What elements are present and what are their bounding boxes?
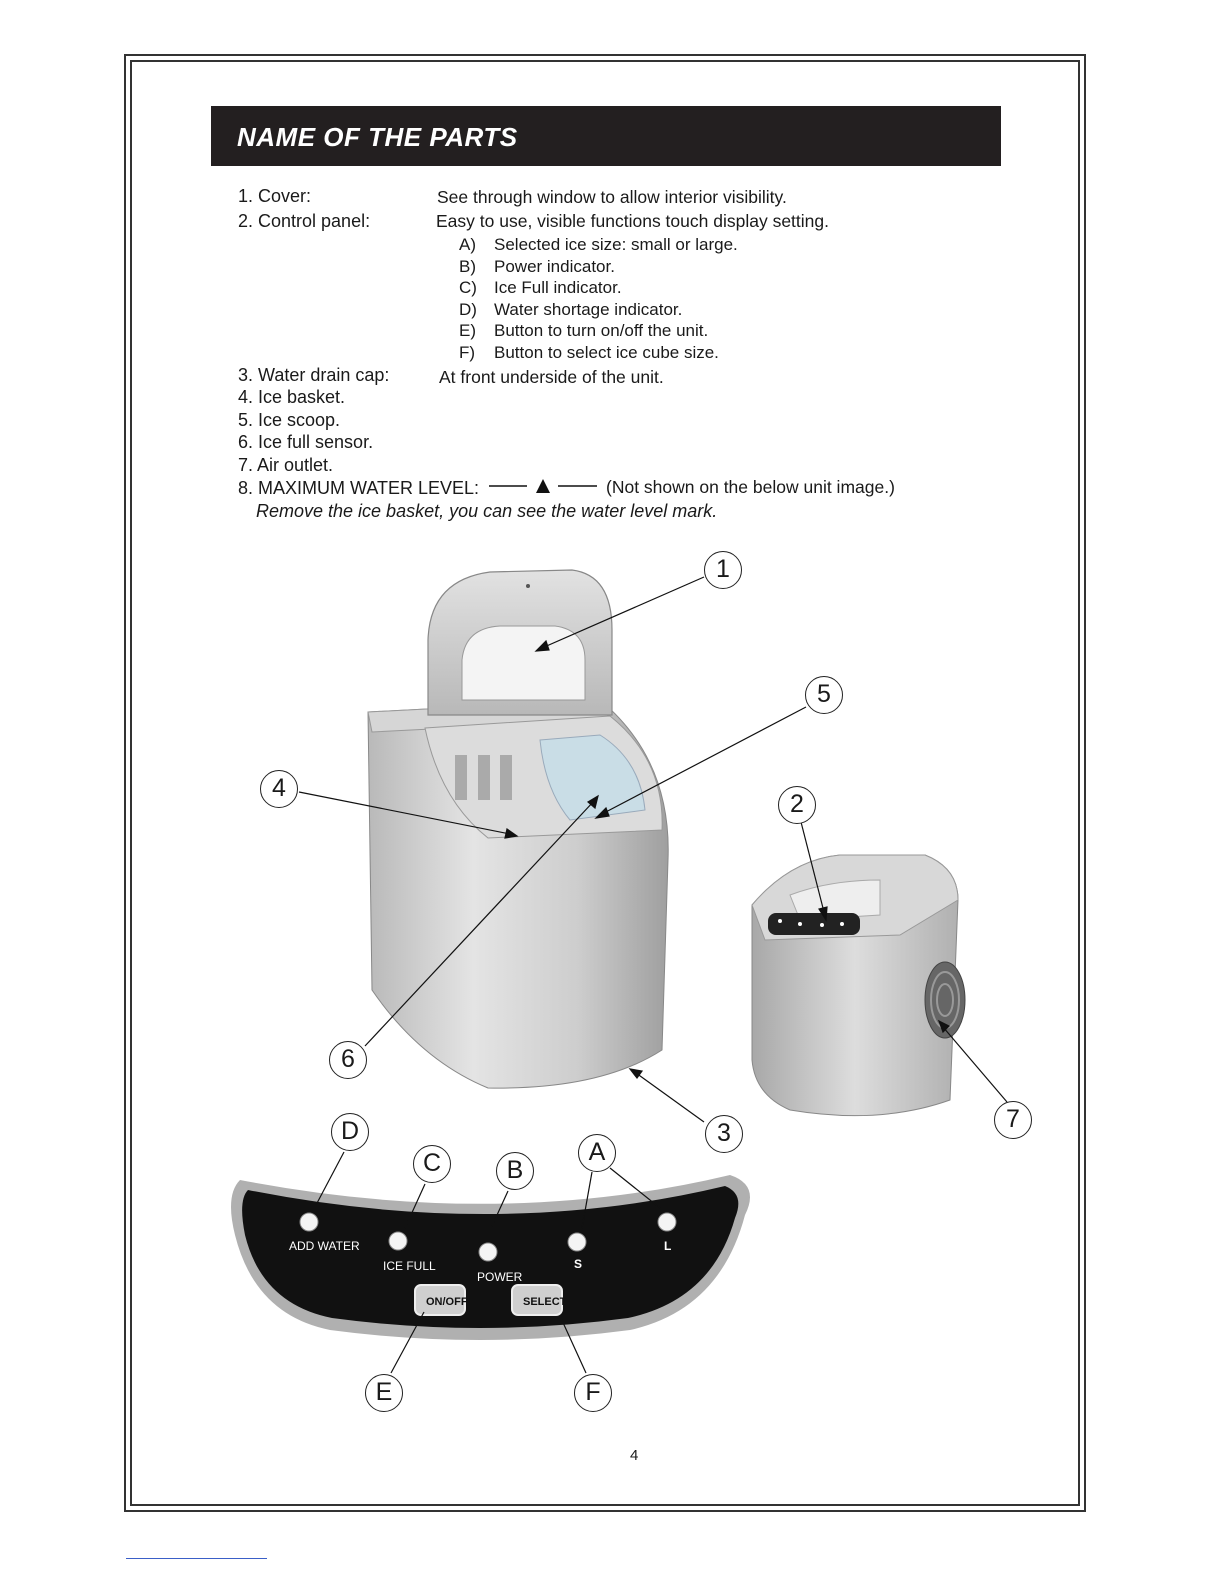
callout-6: 6 [329,1041,367,1079]
panel-label-power: POWER [477,1270,523,1284]
part-1-label: 1. Cover: [238,186,312,206]
control-item-b-key: B) [459,257,476,276]
callout-e: E [365,1374,403,1412]
callout-1: 1 [704,551,742,589]
part-6-label: 6. Ice full sensor. [238,432,374,452]
control-panel-diagram [231,1175,750,1340]
control-item-f-text: Button to select ice cube size. [494,343,719,362]
large-ice-maker [368,570,668,1088]
part-8-label: 8. MAXIMUM WATER LEVEL: [238,478,480,498]
control-item-e-text: Button to turn on/off the unit. [494,321,709,340]
part-3-desc: At front underside of the unit. [439,367,664,387]
part-5-label: 5. Ice scoop. [238,410,341,430]
part-8-desc: (Not shown on the below unit image.) [606,477,895,497]
callout-d: D [331,1113,369,1151]
part-4-label: 4. Ice basket. [238,387,346,407]
panel-label-s: S [574,1257,583,1271]
panel-label-ice-full: ICE FULL [383,1259,436,1273]
control-item-a-text: Selected ice size: small or large. [494,235,738,254]
control-item-d-text: Water shortage indicator. [494,300,683,319]
control-item-a-key: A) [459,235,476,254]
part-2-desc: Easy to use, visible functions touch display setting. [436,211,829,231]
section-title: NAME OF THE PARTS [237,122,518,152]
callout-3: 3 [705,1115,743,1153]
control-item-e-key: E) [459,321,476,340]
callout-7: 7 [994,1101,1032,1139]
control-item-c-key: C) [459,278,477,297]
on-off-button-label: ON/OFF [426,1296,468,1308]
callout-b: B [496,1152,534,1190]
callout-5: 5 [805,676,843,714]
panel-label-add-water: ADD WATER [289,1239,360,1253]
footer-link-underline [126,1558,267,1559]
callout-a: A [578,1134,616,1172]
callout-4: 4 [260,770,298,808]
small-ice-maker [752,855,965,1116]
control-item-b-text: Power indicator. [494,257,615,276]
control-item-d-key: D) [459,300,477,319]
part-3-label: 3. Water drain cap: [238,365,390,385]
callout-c: C [413,1145,451,1183]
select-button-label: SELECT [523,1296,567,1308]
callout-2: 2 [778,786,816,824]
part-7-label: 7. Air outlet. [238,455,334,475]
part-2-label: 2. Control panel: [238,211,371,231]
control-item-f-key: F) [459,343,476,362]
part-1-desc: See through window to allow interior visibility. [437,187,787,207]
water-level-note: Remove the ice basket, you can see the water level mark. [256,501,718,521]
control-item-c-text: Ice Full indicator. [494,278,622,297]
panel-label-l: L [664,1239,672,1253]
page-number: 4 [630,1447,639,1464]
callout-f: F [574,1374,612,1412]
